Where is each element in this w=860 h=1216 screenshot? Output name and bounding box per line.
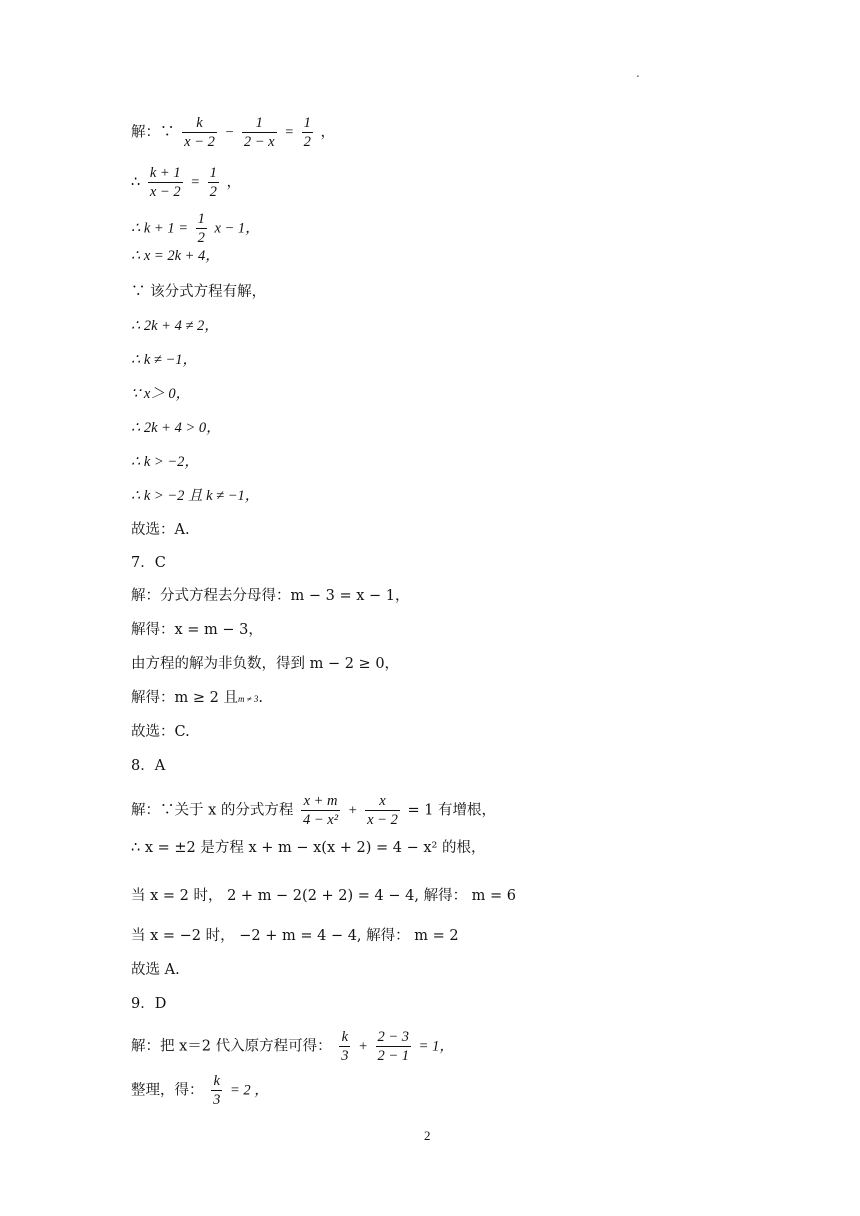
line-18: 故选：C.: [131, 724, 190, 740]
line-15: 解得：x = m − 3，: [131, 622, 263, 638]
fraction: $\frac{k + 1}{x - 2}$: [149, 165, 181, 200]
line-23: 当 x = −2 时， −2 + m = 4 − 4, 解得： m = 2: [131, 928, 459, 944]
fraction: $\frac{k}{3}$: [213, 1073, 221, 1108]
fraction: $\frac{1}{2 - x}$: [243, 115, 275, 150]
line-16: 由方程的解为非负数，得到 m − 2 ≥ 0，: [131, 656, 400, 672]
fraction: $\frac{1}{2}$: [303, 115, 311, 150]
line-13: 7．C: [131, 555, 166, 571]
line-17: 解得：m ≥ 2 且m ≠ 3.: [131, 690, 264, 706]
line-19: 8．A: [131, 758, 166, 774]
line-21: ∴ x = ±2 是方程 x + m − x(x + 2) = 4 − x² 的根，: [131, 840, 486, 856]
page-number: 2: [424, 1128, 431, 1143]
fraction: $\frac{1}{2}$: [209, 165, 217, 200]
line-25: 9．D: [131, 996, 167, 1012]
line-5: ∵ 该分式方程有解，: [131, 284, 267, 300]
line-1: 解：∵ $\frac{k}{x - 2}$ − $\frac{1}{2 - x}$ = $\frac{1}{2}$ ，: [131, 115, 335, 150]
fraction: $\frac{1}{2}$: [197, 211, 205, 246]
line-26: 解：把 x＝2 代入原方程可得： $\frac{k}{3}$ + $\frac{2 - 3}{2 - 1}$ = 1，: [131, 1029, 454, 1064]
line-10: ∴ k > −2，: [131, 454, 199, 470]
fraction: $\frac{x + m}{\text{4 − x²}}$: [303, 793, 339, 828]
fraction: $\frac{k}{x - 2}$: [184, 115, 215, 150]
line-3: ∴ k + 1 = $\frac{1}{2}$ x − 1，: [131, 211, 260, 246]
line-22: 当 x = 2 时， 2 + m − 2(2 + 2) = 4 − 4, 解得： m = 6: [131, 888, 517, 904]
line-11: ∴ k > −2 且 k ≠ −1，: [131, 488, 260, 504]
line-24: 故选 A.: [131, 962, 180, 978]
line-8: ∵ x＞ 0，: [131, 386, 191, 402]
line-7: ∴ k ≠ −1，: [131, 352, 198, 368]
fraction: $\frac{2 - 3}{2 - 1}$: [377, 1029, 410, 1064]
line-6: ∴ 2k + 4 ≠ 2，: [131, 318, 219, 334]
header-mark: .: [636, 66, 640, 80]
line-4: ∴ x = 2k + 4，: [131, 248, 220, 264]
line-27: 整理，得： $\frac{k}{3}$ = 2 ，: [131, 1073, 269, 1108]
line-12: 故选：A.: [131, 522, 190, 538]
fraction: $\frac{x}{x - 2}$: [367, 793, 398, 828]
line-2: ∴ $\frac{k + 1}{x - 2}$ = $\frac{1}{2}$ ，: [131, 165, 241, 200]
line-9: ∴ 2k + 4 > 0，: [131, 420, 221, 436]
line-20: 解：∵关于 x 的分式方程 $\frac{x + m}{\text{4 − x²}}$ + $\frac{x}{x - 2}$ = 1 有增根，: [131, 793, 497, 828]
line-14: 解：分式方程去分母得：m − 3 = x − 1，: [131, 588, 410, 604]
fraction: $\frac{k}{3}$: [341, 1029, 349, 1064]
